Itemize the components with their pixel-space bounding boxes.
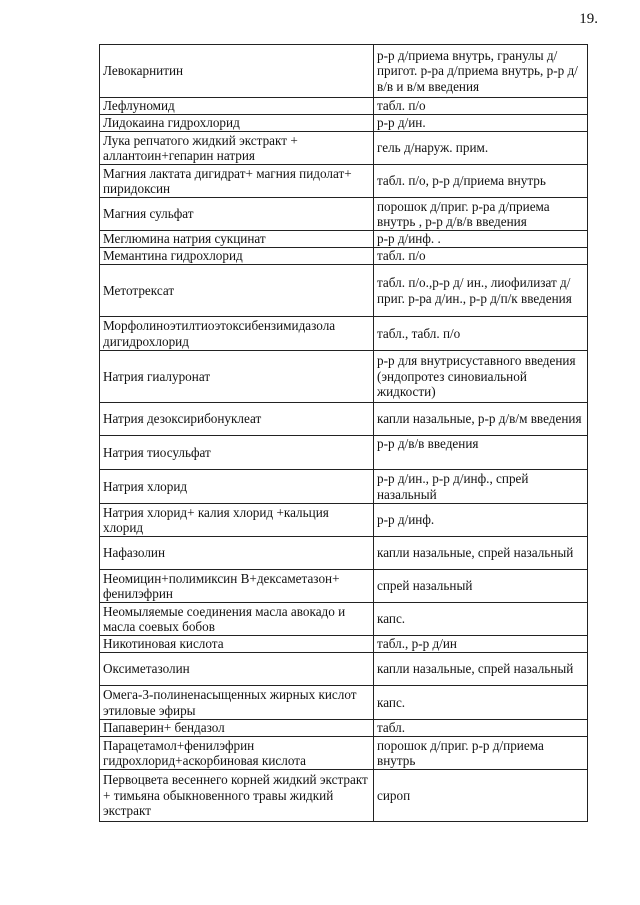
dosage-form-cell: табл. [374, 720, 588, 737]
dosage-form-cell: капли назальные, р-р д/в/м введения [374, 403, 588, 436]
dosage-form-cell: табл., р-р д/ин [374, 636, 588, 653]
drug-name-cell: Парацетамол+фенилэфрин гидрохлорид+аскорбиновая кислота [100, 737, 374, 770]
table-row [100, 720, 588, 737]
dosage-form-cell: капс. [374, 686, 588, 720]
drug-name-cell: Магния сульфат [100, 198, 374, 231]
dosage-form-cell: гель д/наруж. прим. [374, 132, 588, 165]
dosage-form-cell: табл. п/о [374, 248, 588, 265]
table-row [100, 165, 588, 198]
table-row [100, 317, 588, 351]
drug-name-cell: Первоцвета весеннего корней жидкий экстракт + тимьяна обыкновенного травы жидкий экстракт [100, 770, 374, 822]
table-row [100, 653, 588, 686]
table-row [100, 403, 588, 436]
dosage-form-cell: р-р д/приема внутрь, гранулы д/пригот. р-ра д/приема внутрь, р-р д/в/в и в/м введения [374, 45, 588, 98]
table-row [100, 436, 588, 470]
dosage-form-cell: р-р для внутрисуставного введения (эндопротез синовиальной жидкости) [374, 351, 588, 403]
drug-name-cell: Левокарнитин [100, 45, 374, 98]
table-row [100, 98, 588, 115]
drug-name-cell: Натрия хлорид [100, 470, 374, 504]
drug-name-cell: Мемантина гидрохлорид [100, 248, 374, 265]
dosage-form-cell: спрей назальный [374, 570, 588, 603]
table-row [100, 248, 588, 265]
drug-name-cell: Неомицин+полимиксин В+дексаметазон+ фенилэфрин [100, 570, 374, 603]
table-row [100, 351, 588, 403]
table-row [100, 504, 588, 537]
page-number: 19. [579, 11, 598, 27]
drug-name-cell: Натрия дезоксирибонуклеат [100, 403, 374, 436]
dosage-form-cell: табл. п/о.,р-р д/ ин., лиофилизат д/приг. р-ра д/ин., р-р д/п/к введения [374, 265, 588, 317]
drug-name-cell: Натрия гиалуронат [100, 351, 374, 403]
drug-name-cell: Лидокаина гидрохлорид [100, 115, 374, 132]
table-row [100, 198, 588, 231]
table-row [100, 231, 588, 248]
dosage-form-cell: табл. п/о [374, 98, 588, 115]
dosage-form-cell: капс. [374, 603, 588, 636]
drug-name-cell: Меглюмина натрия сукцинат [100, 231, 374, 248]
drug-name-cell: Неомыляемые соединения масла авокадо и масла соевых бобов [100, 603, 374, 636]
dosage-form-cell: табл., табл. п/о [374, 317, 588, 351]
drug-name-cell: Лефлуномид [100, 98, 374, 115]
table-row [100, 265, 588, 317]
table-row [100, 686, 588, 720]
table-row [100, 636, 588, 653]
table-row [100, 470, 588, 504]
drug-name-cell: Нафазолин [100, 537, 374, 570]
drug-name-cell: Лука репчатого жидкий экстракт + аллантоин+гепарин натрия [100, 132, 374, 165]
dosage-form-cell: порошок д/приг. р-ра д/приема внутрь , р-р д/в/в введения [374, 198, 588, 231]
table-row [100, 132, 588, 165]
dosage-form-cell: порошок д/приг. р-р д/приема внутрь [374, 737, 588, 770]
drug-name-cell: Омега-3-полиненасыщенных жирных кислот этиловые эфиры [100, 686, 374, 720]
drug-name-cell: Оксиметазолин [100, 653, 374, 686]
drug-name-cell: Магния лактата дигидрат+ магния пидолат+ пиридоксин [100, 165, 374, 198]
dosage-form-cell: сироп [374, 770, 588, 822]
table-row [100, 603, 588, 636]
dosage-form-cell: р-р д/ин., р-р д/инф., спрей назальный [374, 470, 588, 504]
dosage-form-cell: капли назальные, спрей назальный [374, 537, 588, 570]
table-row [100, 45, 588, 98]
table-row [100, 115, 588, 132]
dosage-form-cell: р-р д/в/в введения [374, 436, 588, 470]
table-row [100, 737, 588, 770]
drug-name-cell: Никотиновая кислота [100, 636, 374, 653]
dosage-form-cell: р-р д/ин. [374, 115, 588, 132]
drug-name-cell: Натрия хлорид+ калия хлорид +кальция хлорид [100, 504, 374, 537]
dosage-form-cell: р-р д/инф. [374, 504, 588, 537]
table-row [100, 537, 588, 570]
dosage-form-cell: р-р д/инф. . [374, 231, 588, 248]
drug-name-cell: Морфолиноэтилтиоэтоксибензимидазола дигидрохлорид [100, 317, 374, 351]
drug-name-cell: Натрия тиосульфат [100, 436, 374, 470]
table-row [100, 570, 588, 603]
drug-name-cell: Папаверин+ бендазол [100, 720, 374, 737]
table-row [100, 770, 588, 822]
drug-table [99, 44, 588, 822]
drug-name-cell: Метотрексат [100, 265, 374, 317]
dosage-form-cell: табл. п/о, р-р д/приема внутрь [374, 165, 588, 198]
dosage-form-cell: капли назальные, спрей назальный [374, 653, 588, 686]
